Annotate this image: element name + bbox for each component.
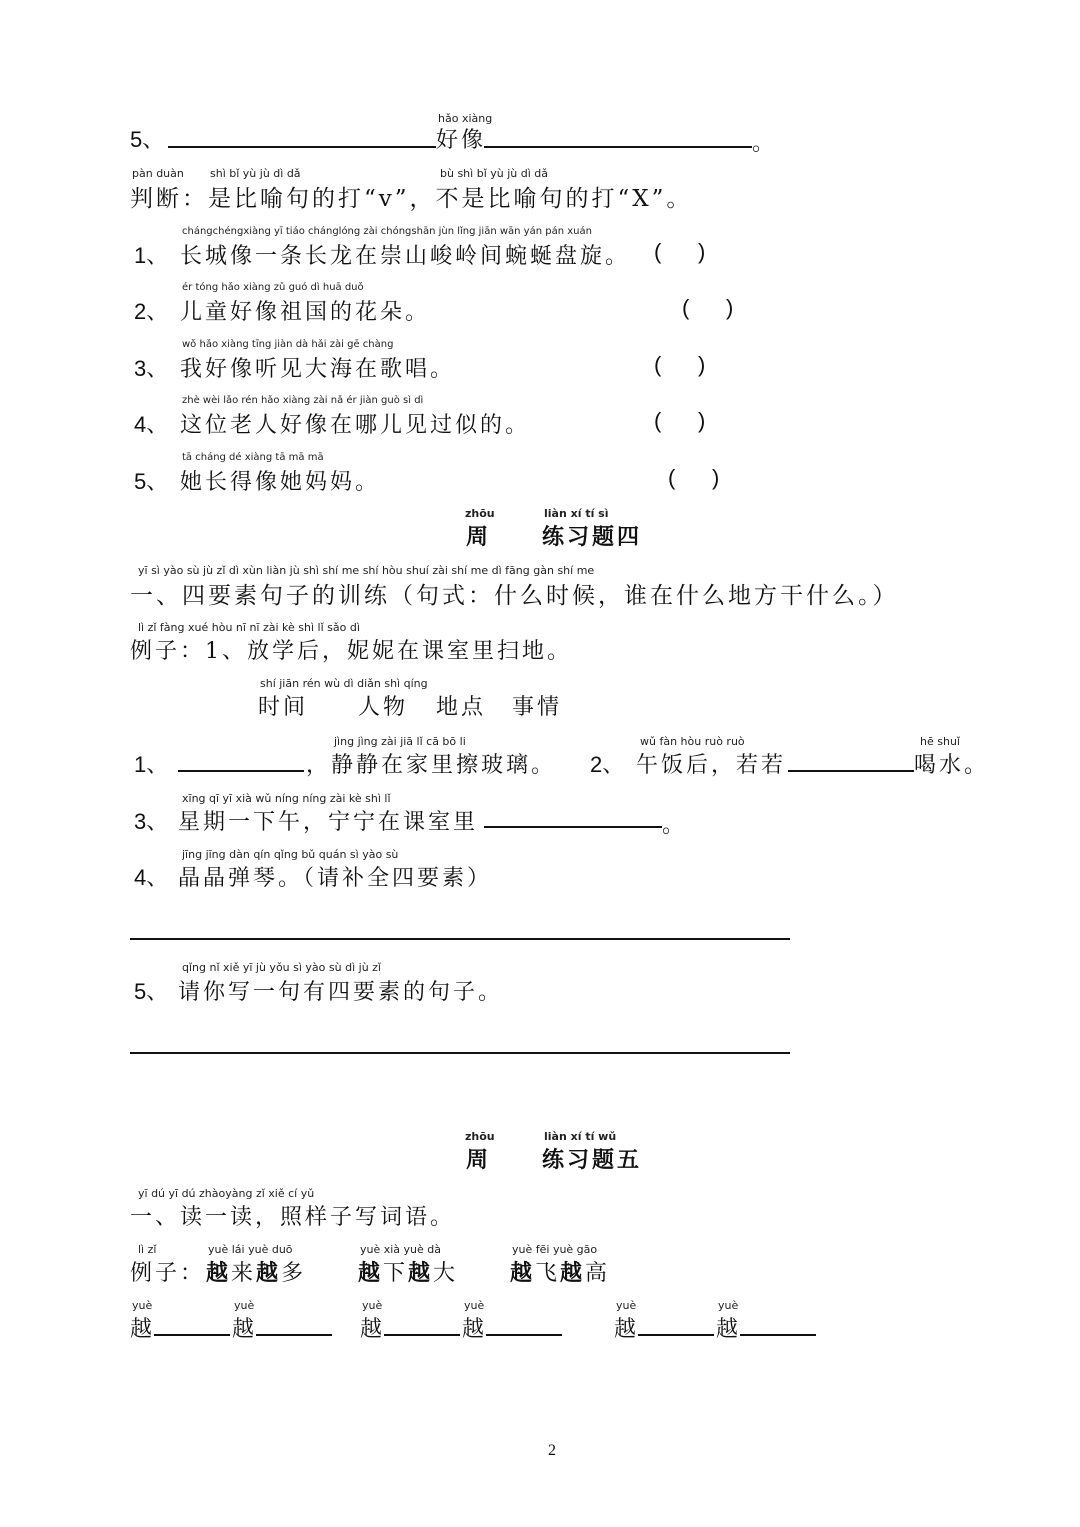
example-word (358, 1256, 458, 1287)
week4-q1: 一、四要素句子的训练（句式：什么时候，谁在什么地方干什么。） (130, 583, 899, 609)
week5-zhou-pinyin: zhōu (465, 1130, 495, 1143)
example-char-b: 下 (383, 1261, 409, 1286)
judge-item-pinyin: chángchéngxiàng yī tiáo chánglóng zài chóngshān jùn lǐng jiān wān yán pán xuán (182, 226, 592, 237)
yue-pinyin: yuè (616, 1299, 637, 1312)
label-place: 地点 (436, 695, 487, 720)
judge-item-pinyin: wǒ hǎo xiàng tīng jiàn dà hǎi zài gē chàng (182, 339, 394, 350)
yue-pinyin: yuè (362, 1299, 383, 1312)
week5-title-pinyin: liàn xí tí wǔ (544, 1130, 617, 1143)
judge-item-number: 1、 (134, 243, 169, 268)
w4-item4-text: 晶晶弹琴。（请补全四要素） (178, 866, 493, 891)
example-char-d: 高 (585, 1261, 611, 1286)
week4-zhou-pinyin: zhōu (465, 507, 495, 520)
week4-title: 练习题四 (542, 524, 643, 550)
label-time: 时间 (258, 695, 309, 720)
w4-item5-pinyin: qǐng nǐ xiě yī jù yǒu sì yào sù dì jù zǐ (182, 961, 381, 974)
yue-char: 越 (462, 1317, 488, 1342)
example-char-c: 越 (408, 1260, 434, 1286)
q5-end: 。 (752, 131, 778, 156)
judge-item-pinyin: zhè wèi lǎo rén hǎo xiàng zài nǎ ér jiàn guò sì dì (182, 395, 424, 406)
w4-item2-pinyin: wǔ fàn hòu ruò ruò (640, 735, 745, 748)
w4-item2-blank[interactable] (788, 770, 914, 772)
w4-item3-number: 3、 (134, 809, 169, 834)
w4-item5-text: 请你写一句有四要素的句子。 (178, 980, 504, 1005)
example-char-b: 来 (231, 1261, 257, 1286)
q5-number: 5、 (130, 127, 165, 152)
week4-example-pinyin: lì zǐ fàng xué hòu nī nī zài kè shì lǐ sǎo dì (138, 621, 360, 634)
w4-item2-end: 喝水。 (914, 753, 990, 778)
yue-pinyin: yuè (718, 1299, 739, 1312)
week4-example: 例子：1、放学后，妮妮在课室里扫地。 (130, 639, 572, 664)
judge-item-answer-box[interactable]: ( ) (668, 465, 720, 490)
w4-item3-end: 。 (662, 813, 688, 838)
w4-item5-answer-line[interactable] (130, 1052, 790, 1054)
yue-blank[interactable] (154, 1334, 230, 1336)
w4-item4-pinyin: jīng jīng dàn qín qǐng bǔ quán sì yào sù (182, 848, 399, 861)
yue-char: 越 (614, 1317, 640, 1342)
yue-pinyin: yuè (132, 1299, 153, 1312)
q5-word: 好像 (436, 128, 487, 153)
label-event: 事情 (512, 695, 563, 720)
w4-item2-end-pinyin: hē shuǐ (920, 735, 960, 748)
judge-item-text: 她长得像她妈妈。 (180, 470, 381, 495)
judge-item-answer-box[interactable]: ( ) (654, 239, 706, 264)
w4-item2-text: 午饭后，若若 (636, 753, 787, 778)
week5-example-label: 例子： (130, 1261, 206, 1286)
example-pinyin: yuè xià yuè dà (360, 1243, 442, 1256)
judge-item-number: 5、 (134, 469, 169, 494)
week5-q1: 一、读一读，照样子写词语。 (130, 1205, 456, 1230)
judge-item-number: 4、 (134, 412, 169, 437)
example-char-d: 大 (433, 1261, 459, 1286)
judge-item-pinyin: ér tóng hǎo xiàng zǔ guó dì huā duǒ (182, 282, 364, 293)
w4-item3-text: 星期一下午，宁宁在课室里 (178, 810, 479, 835)
week4-title-pinyin: liàn xí tí sì (544, 507, 609, 520)
page-number: 2 (548, 1442, 556, 1459)
example-word (206, 1256, 306, 1287)
judge-item-pinyin: tā cháng dé xiàng tā mā mā (182, 452, 324, 463)
example-char-b: 飞 (535, 1261, 561, 1286)
week4-zhou: 周 (466, 524, 492, 550)
yue-pinyin: yuè (464, 1299, 485, 1312)
w4-item1-pinyin: jìng jìng zài jiā lǐ cā bō li (334, 735, 466, 748)
w4-item5-number: 5、 (134, 979, 169, 1004)
judge-item-answer-box[interactable]: ( ) (682, 295, 734, 320)
yue-char: 越 (360, 1317, 386, 1342)
judge-item-number: 2、 (134, 299, 169, 324)
week5-zhou: 周 (466, 1147, 492, 1173)
yue-char: 越 (716, 1317, 742, 1342)
judge-pinyin-2: shì bǐ yù jù dì dǎ (210, 167, 301, 180)
label-person: 人物 (358, 695, 409, 720)
w4-item4-number: 4、 (134, 865, 169, 890)
yue-pinyin: yuè (234, 1299, 255, 1312)
w4-item4-answer-line[interactable] (130, 938, 790, 940)
example-char-c: 越 (560, 1260, 586, 1286)
week5-example-pinyin: lì zǐ (138, 1243, 157, 1256)
yue-char: 越 (130, 1317, 156, 1342)
example-pinyin: yuè fēi yuè gāo (512, 1243, 598, 1256)
yue-blank[interactable] (740, 1334, 816, 1336)
w4-item3-blank[interactable] (484, 826, 662, 828)
example-word (510, 1256, 610, 1287)
judge-item-answer-box[interactable]: ( ) (654, 408, 706, 433)
example-char-a: 越 (358, 1260, 384, 1286)
week4-q1-pinyin: yī sì yào sù jù zǐ dì xùn liàn jù shì shí me shí hòu shuí zài shí me dì fāng gàn shí me (138, 564, 595, 577)
q5-pinyin: hǎo xiàng (438, 112, 493, 125)
judge-item-text: 我好像听见大海在歌唱。 (180, 357, 456, 382)
example-char-d: 多 (281, 1261, 307, 1286)
yue-blank[interactable] (384, 1334, 460, 1336)
example-char-c: 越 (256, 1260, 282, 1286)
week4-labels-pinyin: shí jiān rén wù dì diǎn shì qíng (260, 677, 428, 690)
judge-item-text: 这位老人好像在哪儿见过似的。 (180, 413, 531, 438)
yue-char: 越 (232, 1317, 258, 1342)
example-char-a: 越 (206, 1260, 232, 1286)
judge-pinyin-1: pàn duàn (132, 167, 184, 180)
w4-item2-number: 2、 (590, 752, 625, 777)
week5-q1-pinyin: yī dú yī dú zhàoyàng zǐ xiě cí yǔ (138, 1187, 315, 1200)
yue-blank[interactable] (486, 1334, 562, 1336)
week5-title: 练习题五 (542, 1147, 643, 1173)
example-pinyin: yuè lái yuè duō (208, 1243, 293, 1256)
judge-item-text: 长城像一条长龙在崇山峻岭间蜿蜒盘旋。 (180, 244, 631, 269)
judge-pinyin-3: bù shì bǐ yù jù dì dǎ (440, 167, 549, 180)
w4-item3-pinyin: xīng qī yī xià wǔ níng níng zài kè shì lǐ (182, 792, 391, 805)
w4-item1-text: ，静静在家里擦玻璃。 (306, 753, 557, 778)
example-char-a: 越 (510, 1260, 536, 1286)
judge-item-answer-box[interactable]: ( ) (654, 352, 706, 377)
judge-item-text: 儿童好像祖国的花朵。 (180, 300, 431, 325)
judge-item-number: 3、 (134, 356, 169, 381)
yue-blank[interactable] (256, 1334, 332, 1336)
judge-instruction: 判断：是比喻句的打“v”，不是比喻句的打“X”。 (130, 186, 693, 212)
w4-item1-number: 1、 (134, 752, 169, 777)
w4-item1-blank[interactable] (178, 770, 304, 772)
q5-blank-1[interactable] (168, 146, 436, 148)
q5-blank-2[interactable] (484, 146, 752, 148)
yue-blank[interactable] (638, 1334, 714, 1336)
